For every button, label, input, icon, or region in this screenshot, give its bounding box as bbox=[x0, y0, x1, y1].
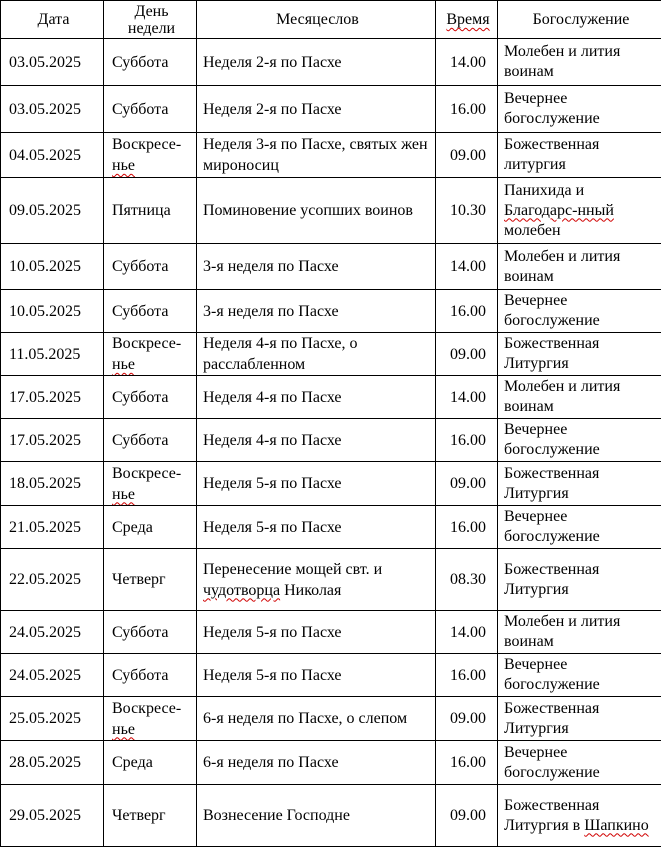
weekday-cell: Пятница bbox=[104, 178, 197, 244]
weekday-cell: Суббота bbox=[104, 290, 197, 333]
header-service: Богослужение bbox=[498, 1, 661, 39]
menologion-cell: 3-я неделя по Пасхе bbox=[197, 290, 436, 333]
time-cell: 16.00 bbox=[436, 654, 498, 697]
header-date: Дата bbox=[1, 1, 104, 39]
menologion-cell: 6-я неделя по Пасхе bbox=[197, 741, 436, 785]
weekday-cell: Суббота bbox=[104, 611, 197, 654]
menologion-cell: Поминовение усопших воинов bbox=[197, 178, 436, 244]
date-cell: 17.05.2025 bbox=[1, 419, 104, 462]
date-cell: 22.05.2025 bbox=[1, 549, 104, 611]
time-cell: 16.00 bbox=[436, 290, 498, 333]
weekday-cell: Четверг bbox=[104, 785, 197, 847]
service-cell: Молебен и лития воинам bbox=[498, 244, 661, 290]
date-cell: 29.05.2025 bbox=[1, 785, 104, 847]
time-cell: 16.00 bbox=[436, 506, 498, 549]
menologion-cell: 6-я неделя по Пасхе, о слепом bbox=[197, 697, 436, 741]
weekday-cell: Четверг bbox=[104, 549, 197, 611]
header-row bbox=[1, 1, 661, 39]
weekday-cell: Суббота bbox=[104, 244, 197, 290]
time-cell: 09.00 bbox=[436, 462, 498, 506]
time-cell: 14.00 bbox=[436, 611, 498, 654]
table-row bbox=[1, 419, 661, 462]
time-cell: 08.30 bbox=[436, 549, 498, 611]
date-cell: 24.05.2025 bbox=[1, 611, 104, 654]
time-cell: 10.30 bbox=[436, 178, 498, 244]
table-row bbox=[1, 333, 661, 376]
time-cell: 09.00 bbox=[436, 133, 498, 178]
table-row bbox=[1, 178, 661, 244]
table-row bbox=[1, 133, 661, 178]
header-weekday-line2: недели bbox=[127, 19, 176, 37]
header-weekday bbox=[104, 1, 197, 39]
menologion-cell: Неделя 4-я по Пасхе, о расслабленном bbox=[197, 333, 436, 376]
time-cell: 14.00 bbox=[436, 244, 498, 290]
weekday-part1: Воскресе- bbox=[112, 335, 182, 352]
menologion-cell: Неделя 5-я по Пасхе bbox=[197, 654, 436, 697]
table-row bbox=[1, 654, 661, 697]
weekday-part1: Воскресе- bbox=[112, 136, 182, 153]
service-cell: Божественная Литургия bbox=[498, 549, 661, 611]
menologion-cell: Неделя 4-я по Пасхе bbox=[197, 376, 436, 419]
service-cell: Вечернее богослужение bbox=[498, 290, 661, 333]
date-cell: 10.05.2025 bbox=[1, 244, 104, 290]
menologion-cell: Вознесение Господне bbox=[197, 785, 436, 847]
menologion-marked-word: чудотворца bbox=[203, 581, 281, 599]
date-cell: 18.05.2025 bbox=[1, 462, 104, 506]
weekday-part2: нье bbox=[112, 356, 135, 373]
menologion-cell: Неделя 2-я по Пасхе bbox=[197, 39, 436, 86]
date-cell: 11.05.2025 bbox=[1, 333, 104, 376]
service-cell: Вечернее богослужение bbox=[498, 86, 661, 133]
date-cell: 04.05.2025 bbox=[1, 133, 104, 178]
service-cell: Божественная Литургия bbox=[498, 462, 661, 506]
table-row bbox=[1, 376, 661, 419]
weekday-part2: нье bbox=[112, 157, 135, 174]
menologion-cell: Неделя 3-я по Пасхе, святых жен мироносиц bbox=[197, 133, 436, 178]
table-row bbox=[1, 611, 661, 654]
service-cell: Божественная Литургия bbox=[498, 333, 661, 376]
date-cell: 09.05.2025 bbox=[1, 178, 104, 244]
time-cell: 16.00 bbox=[436, 86, 498, 133]
service-cell: Вечернее богослужение bbox=[498, 654, 661, 697]
table-row bbox=[1, 549, 661, 611]
service-cell: Вечернее богослужение bbox=[498, 506, 661, 549]
time-cell: 09.00 bbox=[436, 785, 498, 847]
header-time bbox=[436, 1, 498, 39]
menologion-cell: Неделя 5-я по Пасхе bbox=[197, 611, 436, 654]
time-cell: 16.00 bbox=[436, 741, 498, 785]
service-cell: Вечернее богослужение bbox=[498, 419, 661, 462]
menologion-cell: Неделя 2-я по Пасхе bbox=[197, 86, 436, 133]
weekday-cell: Суббота bbox=[104, 654, 197, 697]
date-cell: 03.05.2025 bbox=[1, 86, 104, 133]
weekday-cell bbox=[104, 333, 197, 376]
table-row bbox=[1, 462, 661, 506]
weekday-cell: Суббота bbox=[104, 39, 197, 86]
service-cell: Вечернее богослужение bbox=[498, 741, 661, 785]
header-menologion: Месяцеслов bbox=[197, 1, 436, 39]
time-cell: 14.00 bbox=[436, 39, 498, 86]
weekday-cell: Суббота bbox=[104, 86, 197, 133]
date-cell: 10.05.2025 bbox=[1, 290, 104, 333]
date-cell: 28.05.2025 bbox=[1, 741, 104, 785]
header-time-label: Время bbox=[446, 11, 490, 28]
date-cell: 24.05.2025 bbox=[1, 654, 104, 697]
table-row bbox=[1, 785, 661, 847]
service-cell: Божественная Литургия bbox=[498, 697, 661, 741]
menologion-cell: Неделя 5-я по Пасхе bbox=[197, 506, 436, 549]
service-cell: Молебен и лития воинам bbox=[498, 376, 661, 419]
schedule-body bbox=[1, 39, 661, 847]
weekday-cell bbox=[104, 462, 197, 506]
time-cell: 09.00 bbox=[436, 333, 498, 376]
weekday-part1: Воскресе- bbox=[112, 464, 182, 482]
weekday-cell bbox=[104, 133, 197, 178]
weekday-part1: Воскресе- bbox=[112, 699, 182, 717]
weekday-cell: Среда bbox=[104, 741, 197, 785]
date-cell: 03.05.2025 bbox=[1, 39, 104, 86]
table-row bbox=[1, 39, 661, 86]
weekday-cell: Среда bbox=[104, 506, 197, 549]
weekday-cell bbox=[104, 697, 197, 741]
weekday-cell: Суббота bbox=[104, 376, 197, 419]
menologion-cell: Неделя 5-я по Пасхе bbox=[197, 462, 436, 506]
time-cell: 14.00 bbox=[436, 376, 498, 419]
table-row bbox=[1, 244, 661, 290]
time-cell: 16.00 bbox=[436, 419, 498, 462]
table-row bbox=[1, 290, 661, 333]
table-row bbox=[1, 741, 661, 785]
weekday-part2: нье bbox=[112, 720, 135, 738]
service-cell: Божественная Литургия в Шапкино bbox=[498, 785, 661, 847]
service-marked-word: Шапкино bbox=[584, 816, 649, 834]
service-cell: Молебен и лития воинам bbox=[498, 39, 661, 86]
menologion-cell: Перенесение мощей свт. и чудотворца Николая bbox=[197, 549, 436, 611]
time-cell: 09.00 bbox=[436, 697, 498, 741]
date-cell: 21.05.2025 bbox=[1, 506, 104, 549]
service-cell: Панихида и Благодарс-нный молебен bbox=[498, 178, 661, 244]
service-cell: Молебен и лития воинам bbox=[498, 611, 661, 654]
date-cell: 25.05.2025 bbox=[1, 697, 104, 741]
table-row bbox=[1, 506, 661, 549]
service-marked-word: Благодарс-нный bbox=[504, 201, 614, 219]
table-row bbox=[1, 86, 661, 133]
menologion-cell: 3-я неделя по Пасхе bbox=[197, 244, 436, 290]
weekday-part2: нье bbox=[112, 485, 135, 503]
weekday-cell: Суббота bbox=[104, 419, 197, 462]
table-row bbox=[1, 697, 661, 741]
date-cell: 17.05.2025 bbox=[1, 376, 104, 419]
service-cell: Божественная литургия bbox=[498, 133, 661, 178]
menologion-cell: Неделя 4-я по Пасхе bbox=[197, 419, 436, 462]
header-weekday-line1: День bbox=[134, 2, 169, 20]
